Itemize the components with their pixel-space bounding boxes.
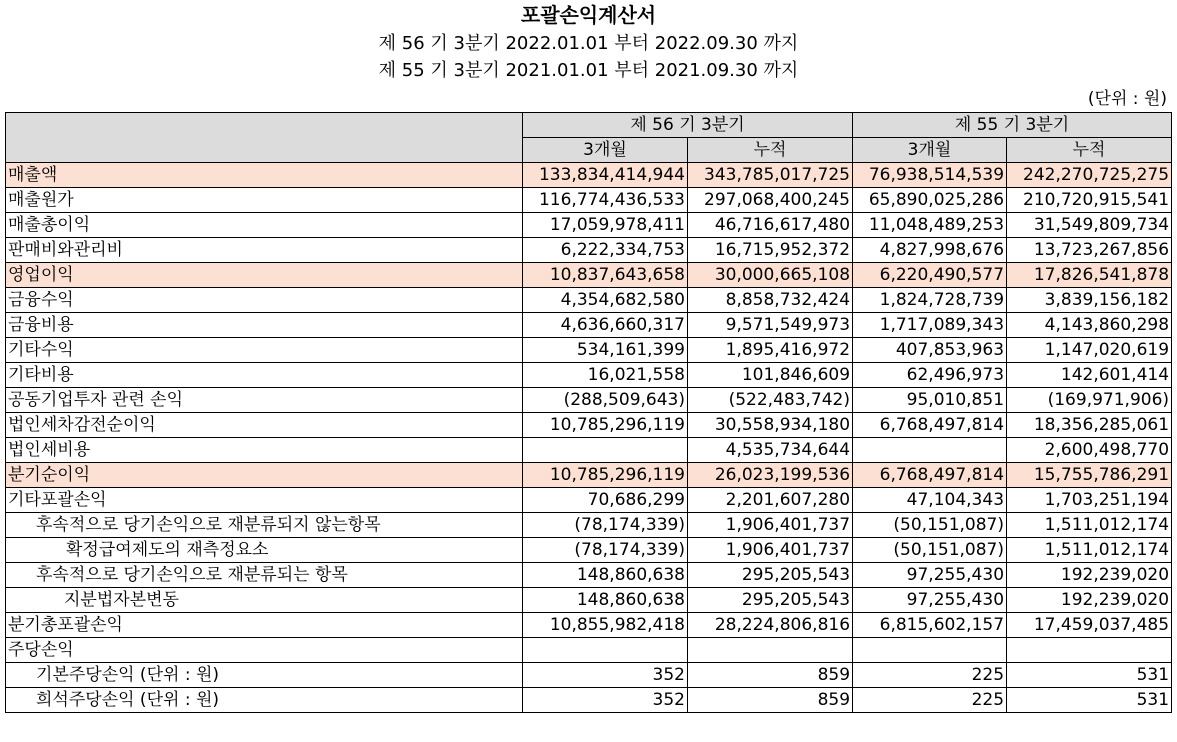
row-label: 분기총포괄손익: [6, 613, 523, 638]
table-row: [6, 663, 1172, 688]
row-label: 후속적으로 당기손익으로 재분류되는 항목: [6, 563, 523, 588]
value-prior-3months: 62,496,973: [853, 363, 1007, 388]
table-row: [6, 563, 1172, 588]
table-row: [6, 388, 1172, 413]
value-prior-cumulative: 15,755,786,291: [1007, 463, 1172, 488]
row-label: 법인세차감전순이익: [6, 413, 523, 438]
header-prior-3months: 3개월: [853, 138, 1007, 163]
value-current-3months: (78,174,339): [523, 513, 688, 538]
value-current-cumulative: 859: [688, 663, 853, 688]
value-current-3months: 16,021,558: [523, 363, 688, 388]
value-current-cumulative: 343,785,017,725: [688, 163, 853, 188]
value-current-3months: 352: [523, 663, 688, 688]
value-prior-cumulative: 13,723,267,856: [1007, 238, 1172, 263]
header-current-3months: 3개월: [523, 138, 688, 163]
table-row: [6, 588, 1172, 613]
value-prior-3months: 1,717,089,343: [853, 313, 1007, 338]
value-prior-3months: 76,938,514,539: [853, 163, 1007, 188]
table-row: [6, 438, 1172, 463]
table-row: [6, 313, 1172, 338]
value-current-cumulative: 1,895,416,972: [688, 338, 853, 363]
unit-label: (단위 : 원): [1087, 89, 1167, 109]
row-label: 매출총이익: [6, 213, 523, 238]
table-row: [6, 288, 1172, 313]
header-prior-period: 제 55 기 3분기: [853, 113, 1172, 138]
value-current-cumulative: 1,906,401,737: [688, 538, 853, 563]
value-prior-3months: 1,824,728,739: [853, 288, 1007, 313]
table-row: [6, 538, 1172, 563]
value-current-3months: 534,161,399: [523, 338, 688, 363]
current-period-range: 제 56 기 3분기 2022.01.01 부터 2022.09.30 까지: [378, 33, 799, 54]
value-current-cumulative: 16,715,952,372: [688, 238, 853, 263]
value-current-cumulative: 2,201,607,280: [688, 488, 853, 513]
table-row: [6, 213, 1172, 238]
value-prior-cumulative: [1007, 638, 1172, 663]
table-row: [6, 338, 1172, 363]
income-statement-table: [5, 112, 1172, 713]
value-prior-3months: 47,104,343: [853, 488, 1007, 513]
value-prior-cumulative: 531: [1007, 688, 1172, 713]
value-prior-cumulative: (169,971,906): [1007, 388, 1172, 413]
value-current-cumulative: 4,535,734,644: [688, 438, 853, 463]
row-label: 주당손익: [6, 638, 523, 663]
value-prior-3months: 6,768,497,814: [853, 463, 1007, 488]
value-prior-3months: 65,890,025,286: [853, 188, 1007, 213]
value-prior-3months: 225: [853, 688, 1007, 713]
value-prior-3months: 6,815,602,157: [853, 613, 1007, 638]
value-prior-3months: 97,255,430: [853, 563, 1007, 588]
row-label: 영업이익: [6, 263, 523, 288]
value-prior-3months: 6,220,490,577: [853, 263, 1007, 288]
table-row: [6, 688, 1172, 713]
table-row: [6, 188, 1172, 213]
value-current-3months: 6,222,334,753: [523, 238, 688, 263]
table-row: [6, 363, 1172, 388]
header-row-periods: [6, 113, 1172, 138]
value-current-3months: 4,354,682,580: [523, 288, 688, 313]
value-prior-cumulative: 18,356,285,061: [1007, 413, 1172, 438]
value-current-3months: [523, 438, 688, 463]
header-current-cumulative: 누적: [688, 138, 853, 163]
value-prior-cumulative: 31,549,809,734: [1007, 213, 1172, 238]
table-row: [6, 613, 1172, 638]
value-current-3months: 116,774,436,533: [523, 188, 688, 213]
value-prior-3months: 6,768,497,814: [853, 413, 1007, 438]
value-current-cumulative: 297,068,400,245: [688, 188, 853, 213]
value-current-cumulative: 859: [688, 688, 853, 713]
value-current-3months: 10,785,296,119: [523, 463, 688, 488]
row-label: 기타포괄손익: [6, 488, 523, 513]
row-label: 기본주당손익 (단위 : 원): [6, 663, 523, 688]
prior-period-range: 제 55 기 3분기 2021.01.01 부터 2021.09.30 까지: [378, 60, 799, 81]
value-prior-cumulative: 1,703,251,194: [1007, 488, 1172, 513]
value-current-3months: 10,785,296,119: [523, 413, 688, 438]
value-prior-3months: (50,151,087): [853, 538, 1007, 563]
row-label: 공동기업투자 관련 손익: [6, 388, 523, 413]
value-prior-cumulative: 192,239,020: [1007, 588, 1172, 613]
row-label: 기타수익: [6, 338, 523, 363]
table-row: [6, 513, 1172, 538]
value-prior-3months: 407,853,963: [853, 338, 1007, 363]
row-label: 금융비용: [6, 313, 523, 338]
value-prior-cumulative: 210,720,915,541: [1007, 188, 1172, 213]
value-current-3months: 148,860,638: [523, 588, 688, 613]
table-row: [6, 488, 1172, 513]
value-current-3months: 352: [523, 688, 688, 713]
statement-title: 포괄손익계산서: [520, 3, 657, 27]
value-current-cumulative: [688, 638, 853, 663]
value-prior-cumulative: 4,143,860,298: [1007, 313, 1172, 338]
value-current-cumulative: 295,205,543: [688, 563, 853, 588]
row-label: 판매비와관리비: [6, 238, 523, 263]
header-account-cell: [6, 113, 523, 163]
row-label: 기타비용: [6, 363, 523, 388]
value-current-3months: (288,509,643): [523, 388, 688, 413]
value-prior-3months: [853, 438, 1007, 463]
value-current-cumulative: 295,205,543: [688, 588, 853, 613]
value-prior-3months: 4,827,998,676: [853, 238, 1007, 263]
value-current-3months: 133,834,414,944: [523, 163, 688, 188]
row-label: 법인세비용: [6, 438, 523, 463]
value-current-cumulative: 9,571,549,973: [688, 313, 853, 338]
table-row: [6, 638, 1172, 663]
value-current-3months: 10,837,643,658: [523, 263, 688, 288]
value-current-3months: 17,059,978,411: [523, 213, 688, 238]
value-current-3months: [523, 638, 688, 663]
value-current-cumulative: 30,000,665,108: [688, 263, 853, 288]
value-current-cumulative: 101,846,609: [688, 363, 853, 388]
table-row: [6, 238, 1172, 263]
row-label: 희석주당손익 (단위 : 원): [6, 688, 523, 713]
row-label: 매출원가: [6, 188, 523, 213]
value-current-cumulative: (522,483,742): [688, 388, 853, 413]
value-prior-3months: 11,048,489,253: [853, 213, 1007, 238]
value-prior-cumulative: 531: [1007, 663, 1172, 688]
header-prior-cumulative: 누적: [1007, 138, 1172, 163]
value-prior-cumulative: 17,459,037,485: [1007, 613, 1172, 638]
value-prior-3months: 95,010,851: [853, 388, 1007, 413]
value-current-cumulative: 8,858,732,424: [688, 288, 853, 313]
value-prior-cumulative: 142,601,414: [1007, 363, 1172, 388]
value-prior-cumulative: 242,270,725,275: [1007, 163, 1172, 188]
value-prior-3months: (50,151,087): [853, 513, 1007, 538]
value-current-3months: 148,860,638: [523, 563, 688, 588]
row-label: 후속적으로 당기손익으로 재분류되지 않는항목: [6, 513, 523, 538]
value-current-cumulative: 26,023,199,536: [688, 463, 853, 488]
value-current-3months: 70,686,299: [523, 488, 688, 513]
value-current-3months: 10,855,982,418: [523, 613, 688, 638]
row-label: 분기순이익: [6, 463, 523, 488]
table-row: [6, 463, 1172, 488]
value-current-cumulative: 30,558,934,180: [688, 413, 853, 438]
value-prior-3months: 225: [853, 663, 1007, 688]
value-current-cumulative: 46,716,617,480: [688, 213, 853, 238]
row-label: 금융수익: [6, 288, 523, 313]
value-current-3months: 4,636,660,317: [523, 313, 688, 338]
value-prior-cumulative: 3,839,156,182: [1007, 288, 1172, 313]
value-prior-3months: 97,255,430: [853, 588, 1007, 613]
value-prior-cumulative: 2,600,498,770: [1007, 438, 1172, 463]
row-label: 지분법자본변동: [6, 588, 523, 613]
value-prior-cumulative: 1,511,012,174: [1007, 538, 1172, 563]
value-prior-cumulative: 1,147,020,619: [1007, 338, 1172, 363]
value-current-cumulative: 1,906,401,737: [688, 513, 853, 538]
value-prior-cumulative: 192,239,020: [1007, 563, 1172, 588]
value-prior-3months: [853, 638, 1007, 663]
value-prior-cumulative: 1,511,012,174: [1007, 513, 1172, 538]
value-current-cumulative: 28,224,806,816: [688, 613, 853, 638]
table-row: [6, 163, 1172, 188]
row-label: 매출액: [6, 163, 523, 188]
table-row: [6, 263, 1172, 288]
value-current-3months: (78,174,339): [523, 538, 688, 563]
header-current-period: 제 56 기 3분기: [523, 113, 853, 138]
table-row: [6, 413, 1172, 438]
value-prior-cumulative: 17,826,541,878: [1007, 263, 1172, 288]
row-label: 확정급여제도의 재측정요소: [6, 538, 523, 563]
